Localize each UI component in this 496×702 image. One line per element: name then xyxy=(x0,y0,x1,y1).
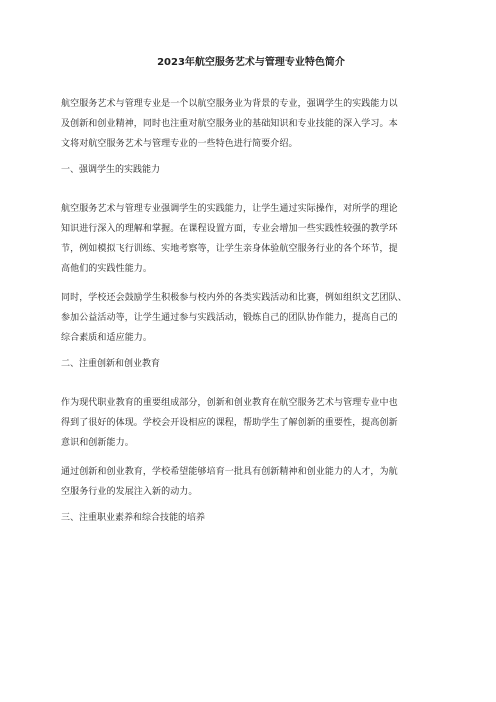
text-line: 综合素质和适应能力。 xyxy=(61,333,153,343)
text-line: 参加公益活动等，让学生通过参与实践活动，锻炼自己的团队协作能力，提高自己的 xyxy=(61,313,398,323)
section-heading-1: 一、强调学生的实践能力 xyxy=(61,165,161,175)
text-line: 及创新和创业精神，同时也注重对航空服务业的基础知识和专业技能的深入学习。本 xyxy=(61,119,398,129)
text-line: 通过创新和创业教育，学校希望能够培育一批具有创新精神和创业能力的人才，为航 xyxy=(61,467,398,477)
section-heading-3: 三、注重职业素养和综合技能的培养 xyxy=(61,513,206,523)
section2-paragraph-1 xyxy=(61,393,441,453)
text-line: 航空服务艺术与管理专业是一个以航空服务业为背景的专业，强调学生的实践能力以 xyxy=(61,99,398,109)
section-heading-2: 二、注重创新和创业教育 xyxy=(61,359,161,369)
section2-paragraph-2 xyxy=(61,462,441,502)
intro-paragraph xyxy=(61,94,441,154)
text-line: 文将对航空服务艺术与管理专业的一些特色进行简要介绍。 xyxy=(61,139,298,149)
text-line: 高他们的实践性能力。 xyxy=(61,264,153,274)
text-line: 得到了很好的体现。学校会开设相应的课程，帮助学生了解创新的重要性，提高创新 xyxy=(61,418,398,428)
text-line: 作为现代职业教育的重要组成部分，创新和创业教育在航空服务艺术与管理专业中也 xyxy=(61,398,398,408)
section1-paragraph-1 xyxy=(61,199,441,279)
text-line: 空服务行业的发展注入新的动力。 xyxy=(61,487,198,497)
text-line: 同时，学校还会鼓励学生积极参与校内外的各类实践活动和比赛，例如组织文艺团队、 xyxy=(61,293,407,303)
text-line: 航空服务艺术与管理专业强调学生的实践能力，让学生通过实际操作，对所学的理论 xyxy=(61,204,398,214)
text-line: 知识进行深入的理解和掌握。在课程设置方面，专业会增加一些实践性较强的教学环 xyxy=(61,224,398,234)
document-title: 2023年航空服务艺术与管理专业特色简介 xyxy=(157,57,345,68)
text-line: 节，例如模拟飞行训练、实地考察等，让学生亲身体验航空服务行业的各个环节，提 xyxy=(61,244,398,254)
section1-paragraph-2 xyxy=(61,288,441,348)
text-line: 意识和创新能力。 xyxy=(61,438,134,448)
